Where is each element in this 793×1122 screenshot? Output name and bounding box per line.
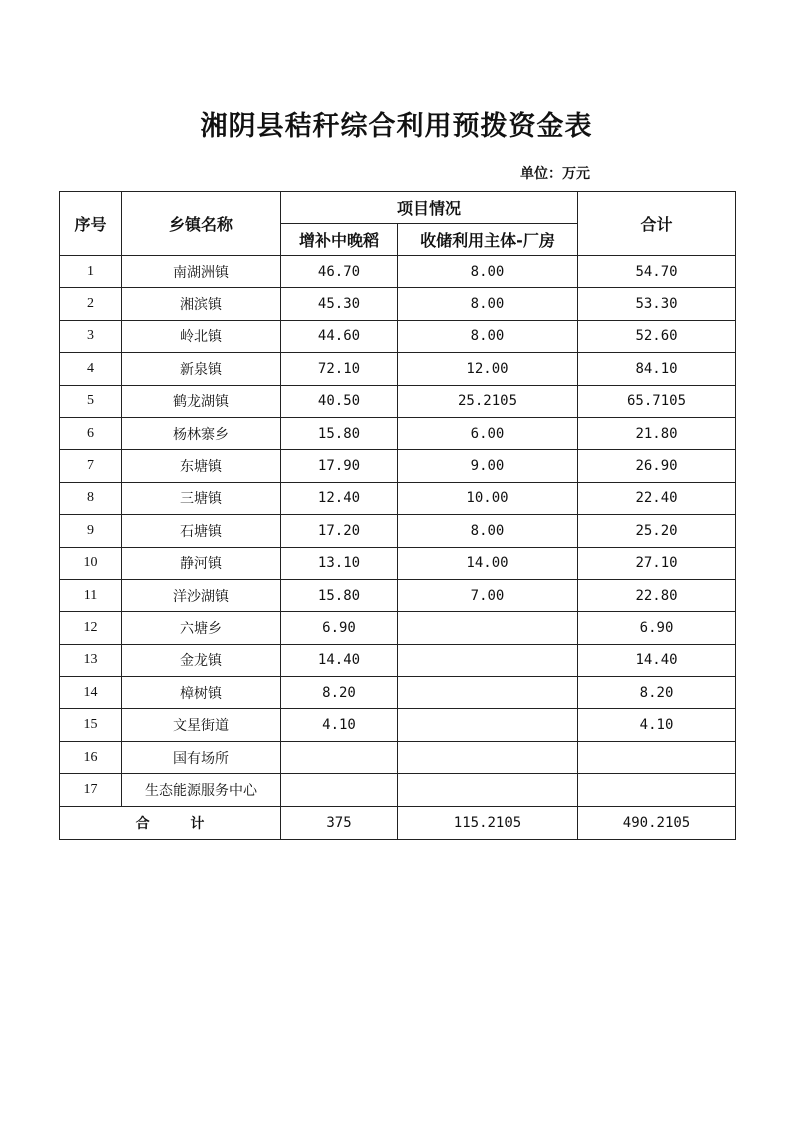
cell-storage: 12.00 — [398, 353, 578, 385]
cell-late-rice: 46.70 — [281, 256, 398, 288]
header-late-rice: 增补中晚稻 — [281, 224, 398, 256]
cell-storage: 8.00 — [398, 515, 578, 547]
cell-late-rice: 6.90 — [281, 612, 398, 644]
cell-storage — [398, 709, 578, 741]
cell-total: 22.40 — [578, 482, 736, 514]
cell-late-rice: 44.60 — [281, 320, 398, 352]
cell-storage: 6.00 — [398, 417, 578, 449]
cell-storage — [398, 774, 578, 806]
cell-total: 6.90 — [578, 612, 736, 644]
cell-storage: 25.2105 — [398, 385, 578, 417]
table-row — [60, 709, 736, 741]
table-row — [60, 256, 736, 288]
cell-late-rice: 15.80 — [281, 579, 398, 611]
cell-seq: 12 — [60, 612, 122, 644]
cell-seq: 9 — [60, 515, 122, 547]
cell-storage: 8.00 — [398, 256, 578, 288]
cell-town: 东塘镇 — [122, 450, 281, 482]
cell-storage: 14.00 — [398, 547, 578, 579]
cell-seq: 8 — [60, 482, 122, 514]
table-body — [60, 256, 736, 807]
cell-late-rice: 4.10 — [281, 709, 398, 741]
cell-storage: 9.00 — [398, 450, 578, 482]
cell-seq: 6 — [60, 417, 122, 449]
table-row — [60, 612, 736, 644]
funding-table — [59, 191, 736, 840]
unit-label: 单位：万元 — [520, 166, 590, 182]
cell-total — [578, 741, 736, 773]
cell-town: 鹤龙湖镇 — [122, 385, 281, 417]
cell-late-rice: 15.80 — [281, 417, 398, 449]
cell-late-rice: 14.40 — [281, 644, 398, 676]
cell-town: 杨林寨乡 — [122, 417, 281, 449]
cell-town: 文星街道 — [122, 709, 281, 741]
cell-town: 湘滨镇 — [122, 288, 281, 320]
table-row — [60, 644, 736, 676]
cell-storage: 7.00 — [398, 579, 578, 611]
cell-total: 53.30 — [578, 288, 736, 320]
cell-town: 樟树镇 — [122, 677, 281, 709]
summary-total: 490.2105 — [578, 806, 736, 839]
cell-seq: 5 — [60, 385, 122, 417]
cell-total: 25.20 — [578, 515, 736, 547]
cell-town: 岭北镇 — [122, 320, 281, 352]
cell-seq: 10 — [60, 547, 122, 579]
table-row — [60, 482, 736, 514]
cell-town: 国有场所 — [122, 741, 281, 773]
cell-seq: 2 — [60, 288, 122, 320]
header-seq: 序号 — [60, 192, 122, 256]
table-row — [60, 450, 736, 482]
cell-seq: 15 — [60, 709, 122, 741]
cell-total: 4.10 — [578, 709, 736, 741]
header-project: 项目情况 — [281, 192, 578, 224]
summary-label: 合 计 — [60, 806, 281, 839]
cell-late-rice: 45.30 — [281, 288, 398, 320]
table-row — [60, 288, 736, 320]
cell-town: 南湖洲镇 — [122, 256, 281, 288]
cell-seq: 16 — [60, 741, 122, 773]
cell-total: 14.40 — [578, 644, 736, 676]
table-row — [60, 515, 736, 547]
table-row — [60, 677, 736, 709]
cell-seq: 11 — [60, 579, 122, 611]
cell-storage — [398, 741, 578, 773]
cell-seq: 4 — [60, 353, 122, 385]
page-title: 湘阴县秸秆综合利用预拨资金表 — [200, 111, 593, 142]
table-row — [60, 320, 736, 352]
cell-total: 8.20 — [578, 677, 736, 709]
cell-total: 54.70 — [578, 256, 736, 288]
cell-seq: 3 — [60, 320, 122, 352]
cell-late-rice — [281, 774, 398, 806]
cell-storage — [398, 677, 578, 709]
cell-town: 生态能源服务中心 — [122, 774, 281, 806]
cell-storage: 8.00 — [398, 320, 578, 352]
cell-town: 金龙镇 — [122, 644, 281, 676]
table-footer — [60, 806, 736, 839]
summary-row — [60, 806, 736, 839]
cell-late-rice: 8.20 — [281, 677, 398, 709]
cell-town: 洋沙湖镇 — [122, 579, 281, 611]
cell-late-rice: 12.40 — [281, 482, 398, 514]
cell-total: 52.60 — [578, 320, 736, 352]
cell-total: 21.80 — [578, 417, 736, 449]
cell-storage: 8.00 — [398, 288, 578, 320]
header-total: 合计 — [578, 192, 736, 256]
cell-total: 65.7105 — [578, 385, 736, 417]
cell-seq: 7 — [60, 450, 122, 482]
cell-total: 26.90 — [578, 450, 736, 482]
table-row — [60, 353, 736, 385]
cell-town: 石塘镇 — [122, 515, 281, 547]
cell-seq: 17 — [60, 774, 122, 806]
cell-seq: 1 — [60, 256, 122, 288]
cell-town: 三塘镇 — [122, 482, 281, 514]
cell-seq: 14 — [60, 677, 122, 709]
cell-late-rice: 17.90 — [281, 450, 398, 482]
cell-total — [578, 774, 736, 806]
table-row — [60, 741, 736, 773]
cell-late-rice: 72.10 — [281, 353, 398, 385]
table-row — [60, 417, 736, 449]
cell-late-rice: 13.10 — [281, 547, 398, 579]
table-row — [60, 774, 736, 806]
cell-storage: 10.00 — [398, 482, 578, 514]
cell-total: 27.10 — [578, 547, 736, 579]
cell-town: 六塘乡 — [122, 612, 281, 644]
cell-late-rice: 17.20 — [281, 515, 398, 547]
header-town: 乡镇名称 — [122, 192, 281, 256]
cell-town: 静河镇 — [122, 547, 281, 579]
cell-total: 84.10 — [578, 353, 736, 385]
table-row — [60, 385, 736, 417]
table-header — [60, 192, 736, 256]
cell-total: 22.80 — [578, 579, 736, 611]
header-storage: 收储利用主体-厂房 — [398, 224, 578, 256]
cell-storage — [398, 644, 578, 676]
cell-late-rice: 40.50 — [281, 385, 398, 417]
summary-late-rice: 375 — [281, 806, 398, 839]
cell-late-rice — [281, 741, 398, 773]
cell-town: 新泉镇 — [122, 353, 281, 385]
table-row — [60, 579, 736, 611]
cell-seq: 13 — [60, 644, 122, 676]
summary-storage: 115.2105 — [398, 806, 578, 839]
cell-storage — [398, 612, 578, 644]
table-row — [60, 547, 736, 579]
